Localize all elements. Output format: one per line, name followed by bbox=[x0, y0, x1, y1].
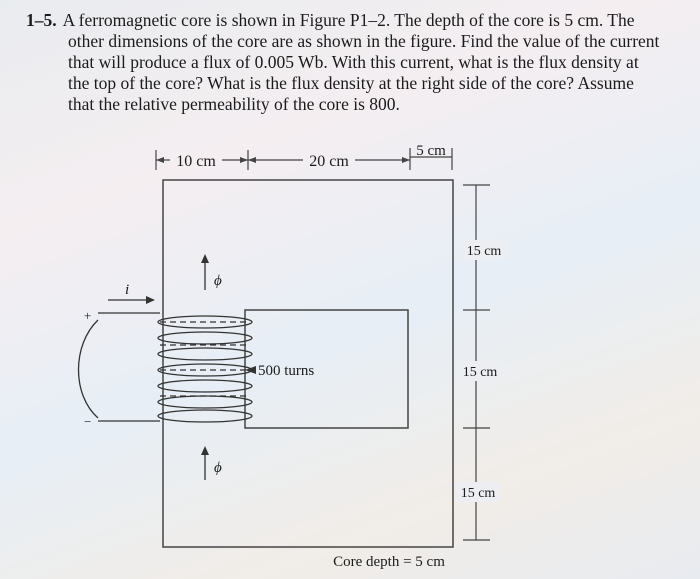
core-depth-label: Core depth = 5 cm bbox=[333, 554, 445, 570]
flux-arrow-upper bbox=[201, 254, 209, 290]
problem-line-4: the top of the core? What is the flux density at the right side of the core? Assume bbox=[68, 73, 634, 93]
current-arrow bbox=[108, 296, 155, 304]
dim-left-width-label: 10 cm bbox=[176, 153, 216, 170]
dim-bottom-height-label: 15 cm bbox=[460, 486, 496, 501]
problem-line-5: that the relative permeability of the core is 800. bbox=[68, 94, 400, 114]
dim-window-height-label: 15 cm bbox=[462, 365, 498, 380]
plus-terminal: + bbox=[84, 308, 92, 323]
winding-leads bbox=[79, 313, 161, 421]
turns-label: 500 turns bbox=[258, 363, 315, 379]
dim-window-width-label: 20 cm bbox=[309, 153, 349, 170]
winding-coil bbox=[158, 316, 252, 422]
flux-arrow-lower bbox=[201, 446, 209, 480]
problem-line-2: other dimensions of the core are as shown in the figure. Find the value of the current bbox=[68, 31, 660, 51]
flux-symbol-upper: ϕ bbox=[214, 273, 222, 289]
current-symbol: i bbox=[125, 282, 130, 298]
problem-line-3: that will produce a flux of 0.005 Wb. With this current, what is the flux density at bbox=[68, 52, 639, 72]
dim-right-width-label: 5 cm bbox=[416, 143, 446, 159]
problem-line-1-text: A ferromagnetic core is shown in Figure P1–2. The depth of the core is 5 cm. The bbox=[62, 10, 635, 30]
flux-symbol-lower: ϕ bbox=[214, 460, 222, 476]
dim-top-height-label: 15 cm bbox=[466, 244, 502, 259]
problem-number: 1–5. bbox=[26, 10, 57, 30]
minus-terminal: − bbox=[84, 414, 92, 429]
